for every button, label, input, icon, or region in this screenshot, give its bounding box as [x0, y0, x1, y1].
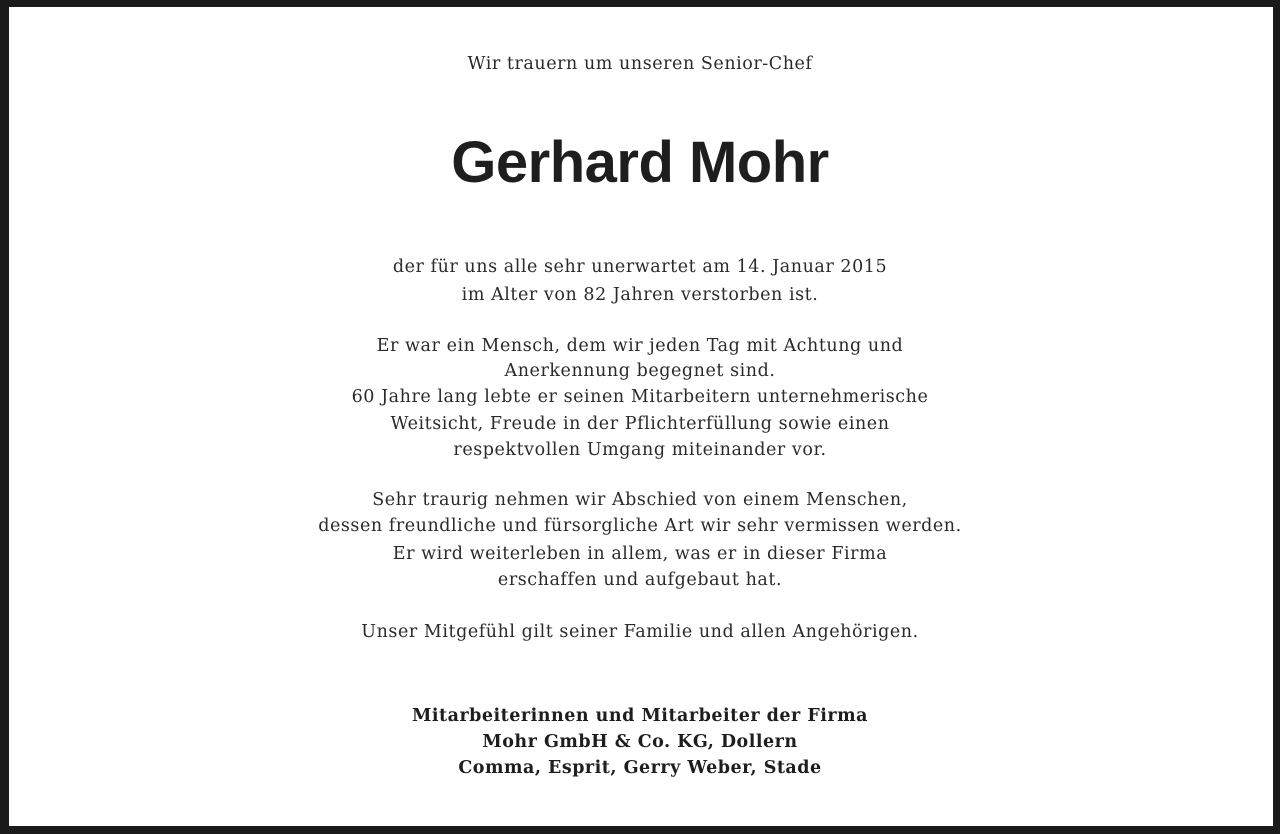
signature-line: Comma, Esprit, Gerry Weber, Stade: [458, 758, 822, 778]
signature-line: Mitarbeiterinnen und Mitarbeiter der Firma: [412, 706, 868, 726]
paragraph-line: respektvollen Umgang miteinander vor.: [453, 440, 827, 460]
deceased-name: Gerhard Mohr: [451, 130, 829, 195]
paragraph-line: im Alter von 82 Jahren verstorben ist.: [461, 285, 819, 305]
intro-line: Wir trauern um unseren Senior-Chef: [467, 54, 813, 74]
paragraph-line: erschaffen und aufgebaut hat.: [497, 570, 783, 590]
paragraph-line: Sehr traurig nehmen wir Abschied von einem Menschen,: [372, 490, 908, 510]
paragraph-line: 60 Jahre lang lebte er seinen Mitarbeitern unternehmerische: [351, 387, 929, 407]
paragraph-line: der für uns alle sehr unerwartet am 14. Januar 2015: [392, 257, 888, 277]
paragraph-line: dessen freundliche und fürsorgliche Art wir sehr vermissen werden.: [318, 516, 962, 536]
paragraph-line: Unser Mitgefühl gilt seiner Familie und allen Angehörigen.: [361, 622, 919, 642]
signature-line: Mohr GmbH & Co. KG, Dollern: [482, 732, 798, 752]
paragraph-line: Weitsicht, Freude in der Pflichterfüllung sowie einen: [390, 414, 890, 434]
paragraph-line: Er war ein Mensch, dem wir jeden Tag mit Achtung und: [376, 336, 904, 356]
paragraph-line: Anerkennung begegnet sind.: [504, 361, 776, 381]
paragraph-line: Er wird weiterleben in allem, was er in dieser Firma: [392, 544, 888, 564]
